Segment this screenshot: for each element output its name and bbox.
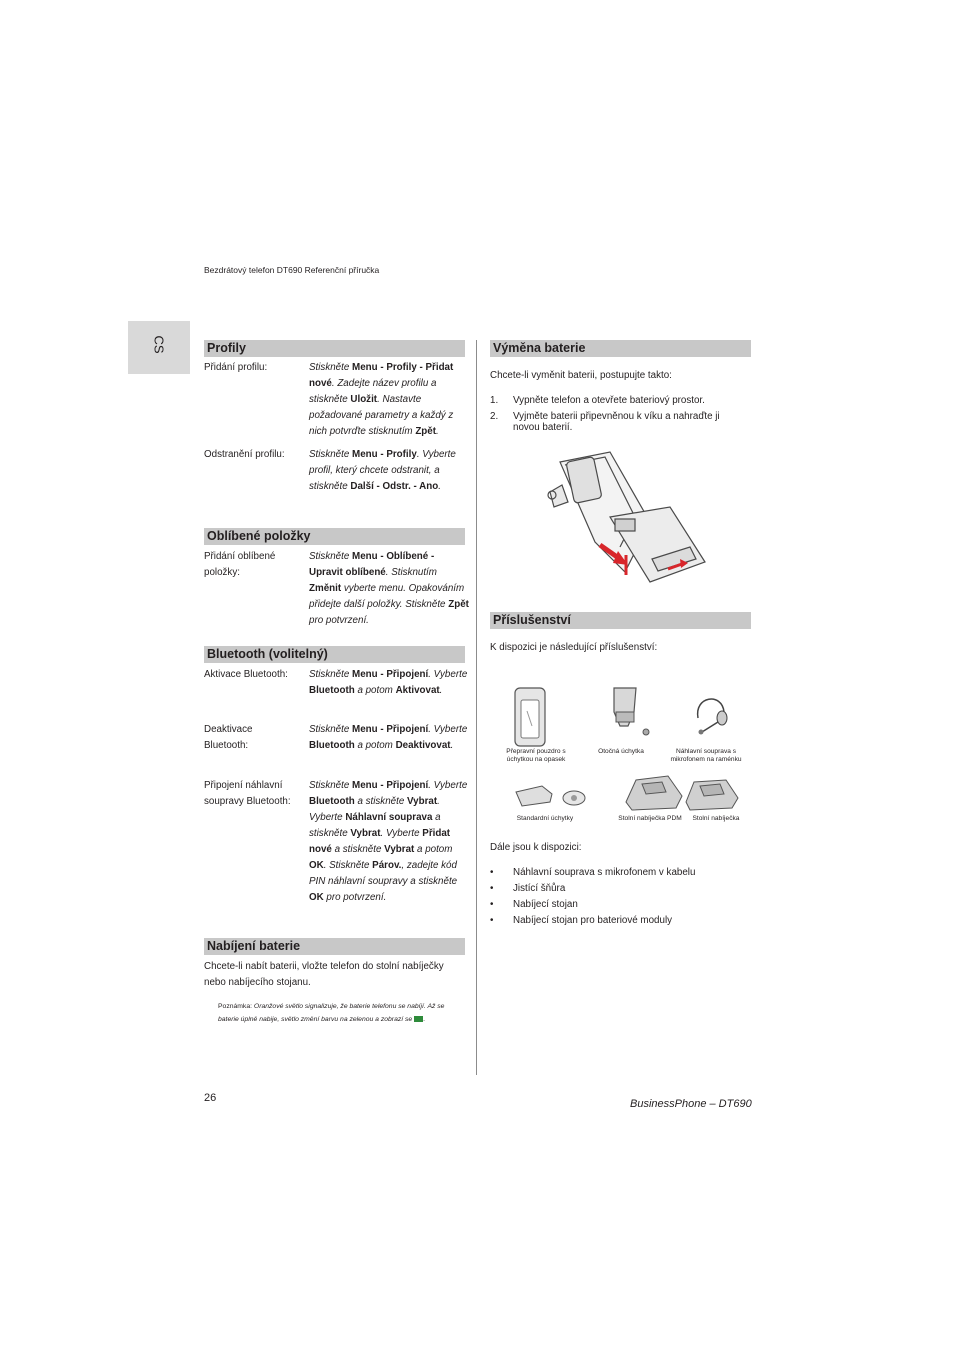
- bullet-item-2: Jistící šňůra: [513, 883, 566, 894]
- section-vymena-heading: Výměna baterie: [490, 340, 751, 357]
- bold-term: Změnit: [309, 583, 342, 594]
- bullet-marker: •: [490, 915, 494, 926]
- vymena-step-1-text: Vypněte telefon a otevřete bateriový prostor.: [513, 395, 705, 406]
- note-end: .: [423, 1016, 425, 1023]
- desktop-chargers-icon: [622, 772, 742, 812]
- caption-desktop-charger: Stolní nabíječka: [692, 815, 740, 822]
- page-number: 26: [204, 1092, 217, 1104]
- bold-term: Menu - Připojení: [352, 669, 429, 680]
- section-bluetooth-heading: Bluetooth (volitelný): [204, 646, 465, 663]
- caption-carrying-case: Přepravní pouzdro s úchytkou na opasek: [506, 748, 566, 763]
- profily-row-1-desc: Stiskněte Menu - Profily - Přidat nové. Zadejte název profilu a stiskněte Uložit. Nastavte požadované parametry a každý z nich potvrďte stisknutím Zpět.: [309, 362, 454, 437]
- bullet-marker: •: [490, 867, 494, 878]
- bold-term: Menu - Připojení: [352, 780, 429, 791]
- bold-term: Přidat nové: [309, 828, 451, 855]
- footer-brand: BusinessPhone – DT690: [630, 1098, 752, 1110]
- caption-swivel-clip: Otočná úchytka: [598, 748, 644, 755]
- caption-standard-clips: Standardní úchytky: [516, 815, 574, 822]
- section-profily-heading: Profily: [204, 340, 465, 357]
- standard-clips-icon: [512, 780, 588, 812]
- bold-term: Zpět: [415, 426, 436, 437]
- carrying-case-icon: [512, 686, 548, 748]
- bold-term: Menu - Profily: [352, 449, 417, 460]
- battery-replacement-illustration: [540, 447, 715, 587]
- bullet-marker: •: [490, 883, 494, 894]
- language-tab-label: CS: [151, 335, 167, 354]
- bold-term: Menu - Profily - Přidat nové: [309, 362, 454, 389]
- bold-term: Bluetooth: [309, 685, 355, 696]
- oblibene-row-1-label: Přidání oblíbené položky:: [204, 551, 276, 578]
- bold-term: Bluetooth: [309, 740, 355, 751]
- bullet-item-3: Nabíjecí stojan: [513, 899, 578, 910]
- nabijeni-note: [218, 1000, 458, 1026]
- bold-term: OK: [309, 860, 324, 871]
- section-nabijeni-heading: Nabíjení baterie: [204, 938, 465, 955]
- vymena-step-1-number: 1.: [490, 395, 499, 406]
- bold-term: Deaktivovat: [395, 740, 451, 751]
- caption-headset-boom: Náhlavní souprava s mikrofonem na raménku: [670, 748, 742, 763]
- bluetooth-row-3-desc: Stiskněte Menu - Připojení. Vyberte Bluetooth a stiskněte Vybrat. Vyberte Náhlavní souprava a stiskněte Vybrat. Vyberte Přidat nové a stiskněte Vybrat a potom OK. Stiskněte Párov., zadejte kód PIN náhlavní soupravy a stiskněte OK pro potvrzení.: [309, 780, 468, 903]
- bold-term: Uložit: [350, 394, 378, 405]
- bluetooth-row-2-label: Deaktivace Bluetooth:: [204, 724, 253, 751]
- profily-row-2-label: Odstranění profilu:: [204, 449, 285, 460]
- note-prefix: Poznámka:: [218, 1003, 253, 1010]
- battery-full-icon: [414, 1016, 423, 1022]
- section-prislusenstvi-heading: Příslušenství: [490, 612, 751, 629]
- nabijeni-text: Chcete-li nabít baterii, vložte telefon do stolní nabíječky nebo nabíjecího stojanu.: [204, 961, 444, 988]
- prislusenstvi-intro: K dispozici je následující příslušenství:: [490, 642, 658, 653]
- bold-term: Náhlavní souprava: [345, 812, 433, 823]
- language-tab: [128, 321, 190, 374]
- bullet-item-4: Nabíjecí stojan pro bateriové moduly: [513, 915, 673, 926]
- column-divider: [476, 340, 477, 1075]
- bold-term: Aktivovat: [395, 685, 440, 696]
- bold-term: Zpět: [448, 599, 469, 610]
- bullet-marker: •: [490, 899, 494, 910]
- bold-term: Menu - Připojení: [352, 724, 429, 735]
- vymena-intro: Chcete-li vyměnit baterii, postupujte takto:: [490, 370, 672, 381]
- bold-term: Vybrat: [384, 844, 415, 855]
- swivel-clip-icon: [606, 686, 658, 738]
- running-header: Bezdrátový telefon DT690 Referenční příručka: [204, 265, 380, 275]
- caption-pdm-charger: Stolní nabíječka PDM: [618, 815, 682, 822]
- headset-boom-icon: [690, 690, 730, 738]
- bold-term: Vybrat: [407, 796, 438, 807]
- bluetooth-row-1-label: Aktivace Bluetooth:: [204, 669, 288, 680]
- oblibene-row-1-desc: Stiskněte Menu - Oblíbené - Upravit oblíbené. Stisknutím Změnit vyberte menu. Opakováním přidejte další položky. Stiskněte Zpět pro potvrzení.: [309, 551, 469, 626]
- section-oblibene-heading: Oblíbené položky: [204, 528, 465, 545]
- bluetooth-row-1-desc: Stiskněte Menu - Připojení. Vyberte Bluetooth a potom Aktivovat.: [309, 669, 468, 696]
- bold-term: Menu - Oblíbené - Upravit oblíbené: [309, 551, 435, 578]
- vymena-step-2-text: Vyjměte baterii připevněnou k víku a nahraďte ji novou baterií.: [513, 411, 720, 433]
- profily-row-1-label: Přidání profilu:: [204, 362, 268, 373]
- bluetooth-row-3-label: Připojení náhlavní soupravy Bluetooth:: [204, 780, 291, 807]
- bluetooth-row-2-desc: Stiskněte Menu - Připojení. Vyberte Bluetooth a potom Deaktivovat.: [309, 724, 468, 751]
- prislusenstvi-more-intro: Dále jsou k dispozici:: [490, 842, 582, 853]
- bold-term: Párov.: [372, 860, 402, 871]
- bold-term: Další - Odstr. - Ano: [350, 481, 439, 492]
- vymena-step-2-number: 2.: [490, 411, 499, 422]
- bold-term: Vybrat: [350, 828, 381, 839]
- bullet-item-1: Náhlavní souprava s mikrofonem v kabelu: [513, 867, 696, 878]
- bold-term: Bluetooth: [309, 796, 355, 807]
- note-text: Oranžové světlo signalizuje, že baterie telefonu se nabíjí. Až se baterie úplně nabije, světlo změní barvu na zelenou a zobrazí se: [218, 1003, 445, 1023]
- profily-row-2-desc: Stiskněte Menu - Profily. Vyberte profil, který chcete odstranit, a stiskněte Další - Odstr. - Ano.: [309, 449, 456, 492]
- bold-term: OK: [309, 892, 324, 903]
